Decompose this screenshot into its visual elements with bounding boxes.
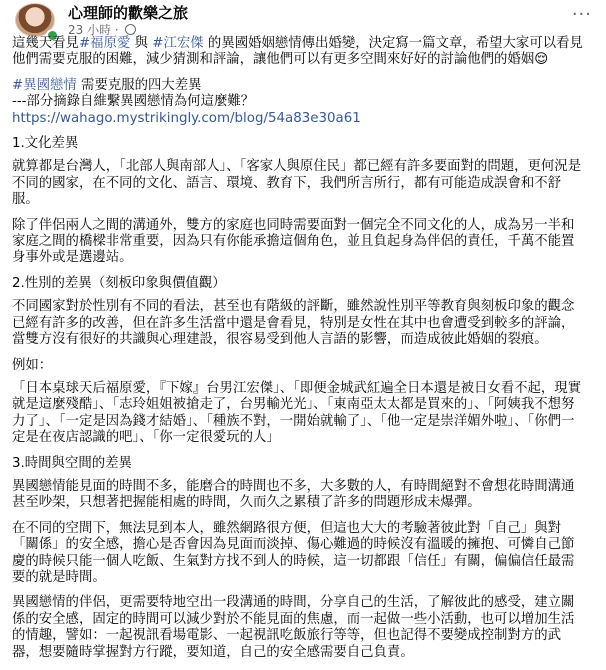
section-3-paragraph-3: 異國戀情的伴侶，更需要特地空出一段溝通的時間，分享自己的生活，了解彼此的感受，建立關係的安全感，固定的時間可以減少對於不能見面的焦慮，而一起做一些小活動，也可以增加生活的情趣，譬如：一起視訊看場電影、一起視訊吃飯旅行等等，但也記得不要變成控制對方的武器，想要隨時掌握對方行蹤，要知道，自己的安全感需要自己負責。 xyxy=(12,595,575,660)
intro-text-2: 與 xyxy=(130,36,153,51)
topic-paragraph xyxy=(12,78,587,127)
meta-separator: · xyxy=(114,23,119,37)
blog-link[interactable]: https://wahago.mystrikingly.com/blog/54a83e30a61 xyxy=(12,110,361,126)
section-2-heading: 2.性別的差異（刻板印象與價值觀） xyxy=(12,275,226,291)
intro-text-1: 這幾天看見 xyxy=(12,36,79,51)
intro-text-3: 的異國婚姻戀情傳出婚變，決定寫一篇文章，希望大家可以看見他們需要克服的困難，減少猜測和評論，讓他們可以有更多空間來好好的討論他們的婚姻😌 xyxy=(12,36,583,68)
topic-source-text: ---部分摘錄自維繫異國戀情為何這麼難？ xyxy=(12,94,255,110)
section-2-quotes: 「日本桌球天后福原愛，『下嫁』台男江宏傑」、「即便金城武紅遍全日本還是被日女看不起，現實就是這麼殘酷」、「志玲姐姐被搶走了，台男輸光光」、「東南亞太太都是買來的」、「阿姨我不想努力了」、「一定是因為錢才結婚」、「種族不對，一開始就輸了」、「他一定是崇洋媚外啦」、「你們一定是在夜店認識的吧」、「你一定很愛玩的人」 xyxy=(12,380,582,446)
hashtag-fukuhara-ai[interactable]: #福原愛 xyxy=(78,36,131,51)
post-body xyxy=(12,36,587,670)
page-name-link[interactable]: 心理師的歡樂之旅 xyxy=(68,4,189,22)
section-1-heading: 1.文化差異 xyxy=(12,136,79,152)
post-timestamp[interactable]: 23 小時 xyxy=(68,23,112,37)
hashtag-international-romance[interactable]: #異國戀情 xyxy=(12,77,77,93)
more-options-button[interactable]: ··· xyxy=(571,4,592,25)
section-2-paragraph-1: 不同國家對於性別有不同的看法，甚至也有階級的評斷，雖然說性別平等教育與刻板印象的觀念已經有許多的改善，但在許多生活當中還是會看見，特別是女性在其中也會遭受到較多的評論，當雙方沒有很好的共識與心理建設，很容易受到他人言語的影響，而造成彼此婚姻的裂痕。 xyxy=(12,299,575,348)
post-header xyxy=(12,0,592,40)
section-3-paragraph-1: 異國戀情能見面的時間不多，能磨合的時間也不多，大多數的人，有時間絕對不會想花時間溝通甚至吵架，只想著把握能相處的時間，久而久之累積了許多的問題形成未爆彈。 xyxy=(12,478,575,511)
section-1-paragraph-1: 就算都是台灣人，「北部人與南部人」、「客家人與原住民」都已經有許多要面對的問題，更何況是不同的國家，在不同的文化、語言、環境、教育下，我們所言所行，都有可能造成誤會和不舒服。 xyxy=(12,159,582,208)
hashtag-chiang-hung-chieh[interactable]: #江宏傑 xyxy=(152,36,204,51)
section-3-heading: 3.時間與空間的差異 xyxy=(12,455,132,471)
section-3-paragraph-2: 在不同的空間下，無法見到本人，雖然網路很方便，但這也大大的考驗著彼此對「自己」與對「關係」的安全感，擔心是否會因為見面而淡掉、傷心難過的時候沒有溫暖的擁抱、可憐自己節慶的時候只能一個人吃飯、生氣對方找不到人的時候，這一切都跟「信任」有關，偏偏信任最需要的就是時間。 xyxy=(12,520,575,585)
intro-paragraph xyxy=(12,36,587,69)
globe-icon xyxy=(125,24,136,35)
section-1-paragraph-2: 除了伴侶兩人之間的溝通外，雙方的家庭也同時需要面對一個完全不同文化的人，成為另一半和家庭之間的橋樑非常重要，因為只有你能承擔這個角色，並且負起身為伴侶的責任，千萬不能置身事外或是選邊站。 xyxy=(12,217,575,266)
example-label: 例如： xyxy=(12,357,53,373)
topic-title: 需要克服的四大差異 xyxy=(76,77,202,93)
